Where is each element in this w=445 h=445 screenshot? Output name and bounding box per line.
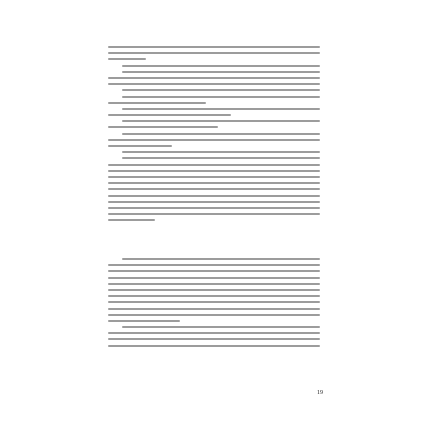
- text-line: [122, 151, 320, 153]
- text-line: [122, 108, 320, 110]
- text-line: [108, 195, 320, 197]
- text-line: [108, 164, 320, 166]
- text-line: [108, 338, 320, 340]
- text-block-upper: [108, 46, 320, 225]
- text-line: [108, 83, 320, 85]
- text-line: [108, 320, 180, 322]
- text-line: [108, 170, 320, 172]
- text-block-lower: [108, 258, 320, 351]
- text-line: [108, 182, 320, 184]
- text-line: [108, 345, 320, 347]
- text-line: [122, 258, 320, 260]
- text-line: [108, 308, 320, 310]
- text-line: [122, 89, 320, 91]
- text-line: [108, 314, 320, 316]
- text-line: [108, 139, 320, 141]
- text-line: [122, 133, 320, 135]
- text-line: [108, 188, 320, 190]
- text-line: [108, 301, 320, 303]
- text-line: [108, 52, 320, 54]
- text-line: [108, 264, 320, 266]
- text-line: [122, 157, 320, 159]
- text-line: [108, 114, 231, 116]
- text-line: [108, 213, 320, 215]
- text-line: [122, 71, 320, 73]
- text-line: [108, 46, 320, 48]
- text-line: [108, 145, 172, 147]
- text-line: [108, 270, 320, 272]
- text-line: [108, 219, 155, 221]
- text-line: [108, 77, 320, 79]
- text-line: [108, 289, 320, 291]
- text-line: [108, 207, 320, 209]
- text-line: [122, 96, 320, 98]
- text-line: [108, 58, 146, 60]
- text-line: [122, 65, 320, 67]
- text-line: [122, 326, 320, 328]
- text-line: [108, 176, 320, 178]
- text-line: [108, 277, 320, 279]
- text-line: [108, 201, 320, 203]
- text-line: [108, 102, 206, 104]
- page-number: 19: [317, 390, 323, 396]
- text-line: [122, 120, 320, 122]
- text-line: [108, 126, 218, 128]
- text-line: [108, 283, 320, 285]
- text-line: [108, 295, 320, 297]
- text-line: [108, 332, 320, 334]
